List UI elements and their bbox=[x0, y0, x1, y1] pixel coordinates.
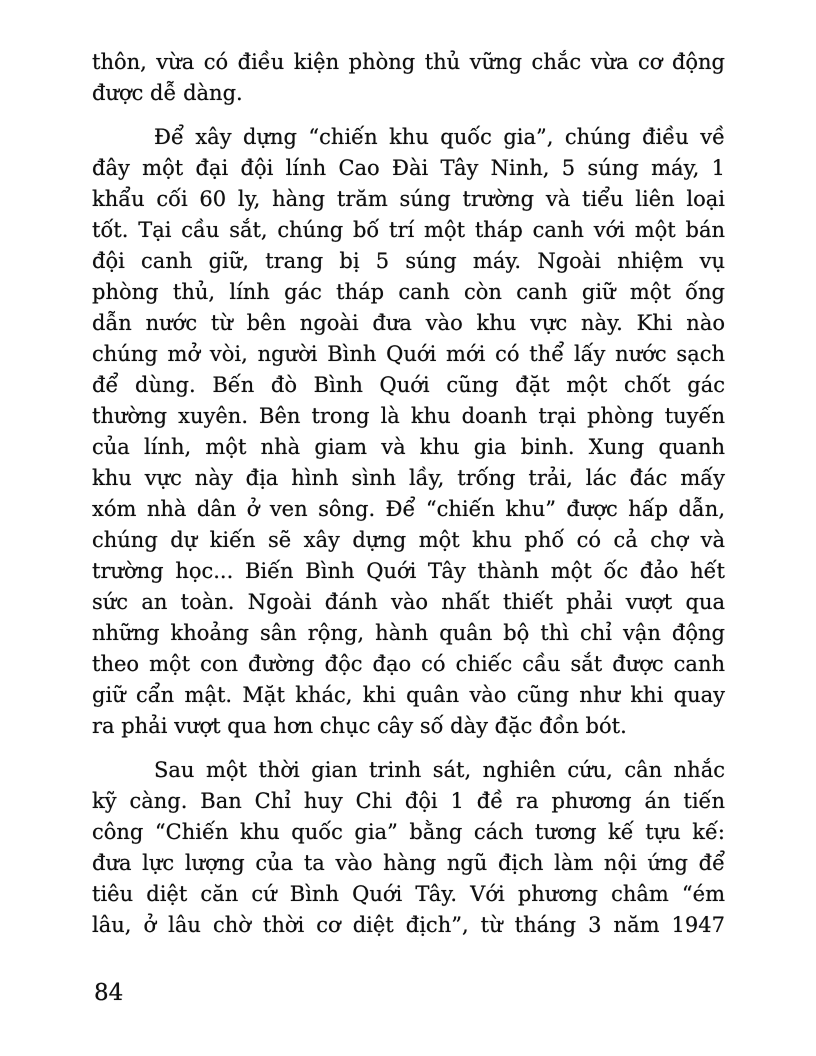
text-line: phòng thủ, lính gác tháp canh còn canh giữ một ống bbox=[92, 280, 725, 304]
text-line: kỹ càng. Ban Chỉ huy Chi đội 1 đề ra phương án tiến bbox=[92, 789, 725, 813]
text-line: công “Chiến khu quốc gia” bằng cách tương kế tựu kế: bbox=[92, 820, 725, 844]
text-line: thường xuyên. Bên trong là khu doanh trại phòng tuyến bbox=[92, 404, 725, 428]
text-line: theo một con đường độc đạo có chiếc cầu sắt được canh bbox=[92, 652, 725, 676]
text-line: sức an toàn. Ngoài đánh vào nhất thiết phải vượt qua bbox=[92, 590, 725, 614]
text-line: đưa lực lượng của ta vào hàng ngũ địch làm nội ứng để bbox=[92, 851, 725, 875]
text-line: những khoảng sân rộng, hành quân bộ thì chỉ vận động bbox=[92, 621, 725, 645]
text-block bbox=[92, 47, 725, 941]
text-line: Sau một thời gian trinh sát, nghiên cứu, cân nhắc bbox=[154, 758, 725, 782]
paragraph bbox=[92, 755, 725, 941]
paragraph bbox=[92, 122, 725, 742]
text-line: tiêu diệt căn cứ Bình Quới Tây. Với phương châm “ém bbox=[92, 882, 725, 906]
text-line: đây một đại đội lính Cao Đài Tây Ninh, 5 súng máy, 1 bbox=[92, 156, 725, 180]
text-line: chúng dự kiến sẽ xây dựng một khu phố có cả chợ và bbox=[92, 528, 725, 552]
text-line: thôn, vừa có điều kiện phòng thủ vững chắc vừa cơ động bbox=[92, 50, 725, 74]
text-line: Để xây dựng “chiến khu quốc gia”, chúng điều về bbox=[154, 125, 725, 149]
text-line: để dùng. Bến đò Bình Quới cũng đặt một chốt gác bbox=[92, 373, 725, 397]
page-number: 84 bbox=[94, 980, 124, 1006]
text-line: trường học... Biến Bình Quới Tây thành một ốc đảo hết bbox=[92, 559, 725, 583]
text-line: khẩu cối 60 ly, hàng trăm súng trường và tiểu liên loại bbox=[92, 187, 725, 211]
text-line: ra phải vượt qua hơn chục cây số dày đặc đồn bót. bbox=[92, 714, 627, 738]
text-line: được dễ dàng. bbox=[92, 81, 243, 105]
text-line: giữ cẩn mật. Mặt khác, khi quân vào cũng như khi quay bbox=[92, 683, 725, 707]
text-line: xóm nhà dân ở ven sông. Để “chiến khu” được hấp dẫn, bbox=[92, 497, 725, 521]
text-line: chúng mở vòi, người Bình Quới mới có thể lấy nước sạch bbox=[92, 342, 725, 366]
text-line: lâu, ở lâu chờ thời cơ diệt địch”, từ tháng 3 năm 1947 bbox=[92, 913, 725, 937]
text-line: dẫn nước từ bên ngoài đưa vào khu vực này. Khi nào bbox=[92, 311, 725, 335]
paragraph bbox=[92, 47, 725, 109]
text-line: khu vực này địa hình sình lầy, trống trải, lác đác mấy bbox=[92, 466, 725, 490]
text-line: đội canh giữ, trang bị 5 súng máy. Ngoài nhiệm vụ bbox=[92, 249, 725, 273]
text-line: tốt. Tại cầu sắt, chúng bố trí một tháp canh với một bán bbox=[92, 218, 725, 242]
text-line: của lính, một nhà giam và khu gia binh. Xung quanh bbox=[92, 435, 725, 459]
